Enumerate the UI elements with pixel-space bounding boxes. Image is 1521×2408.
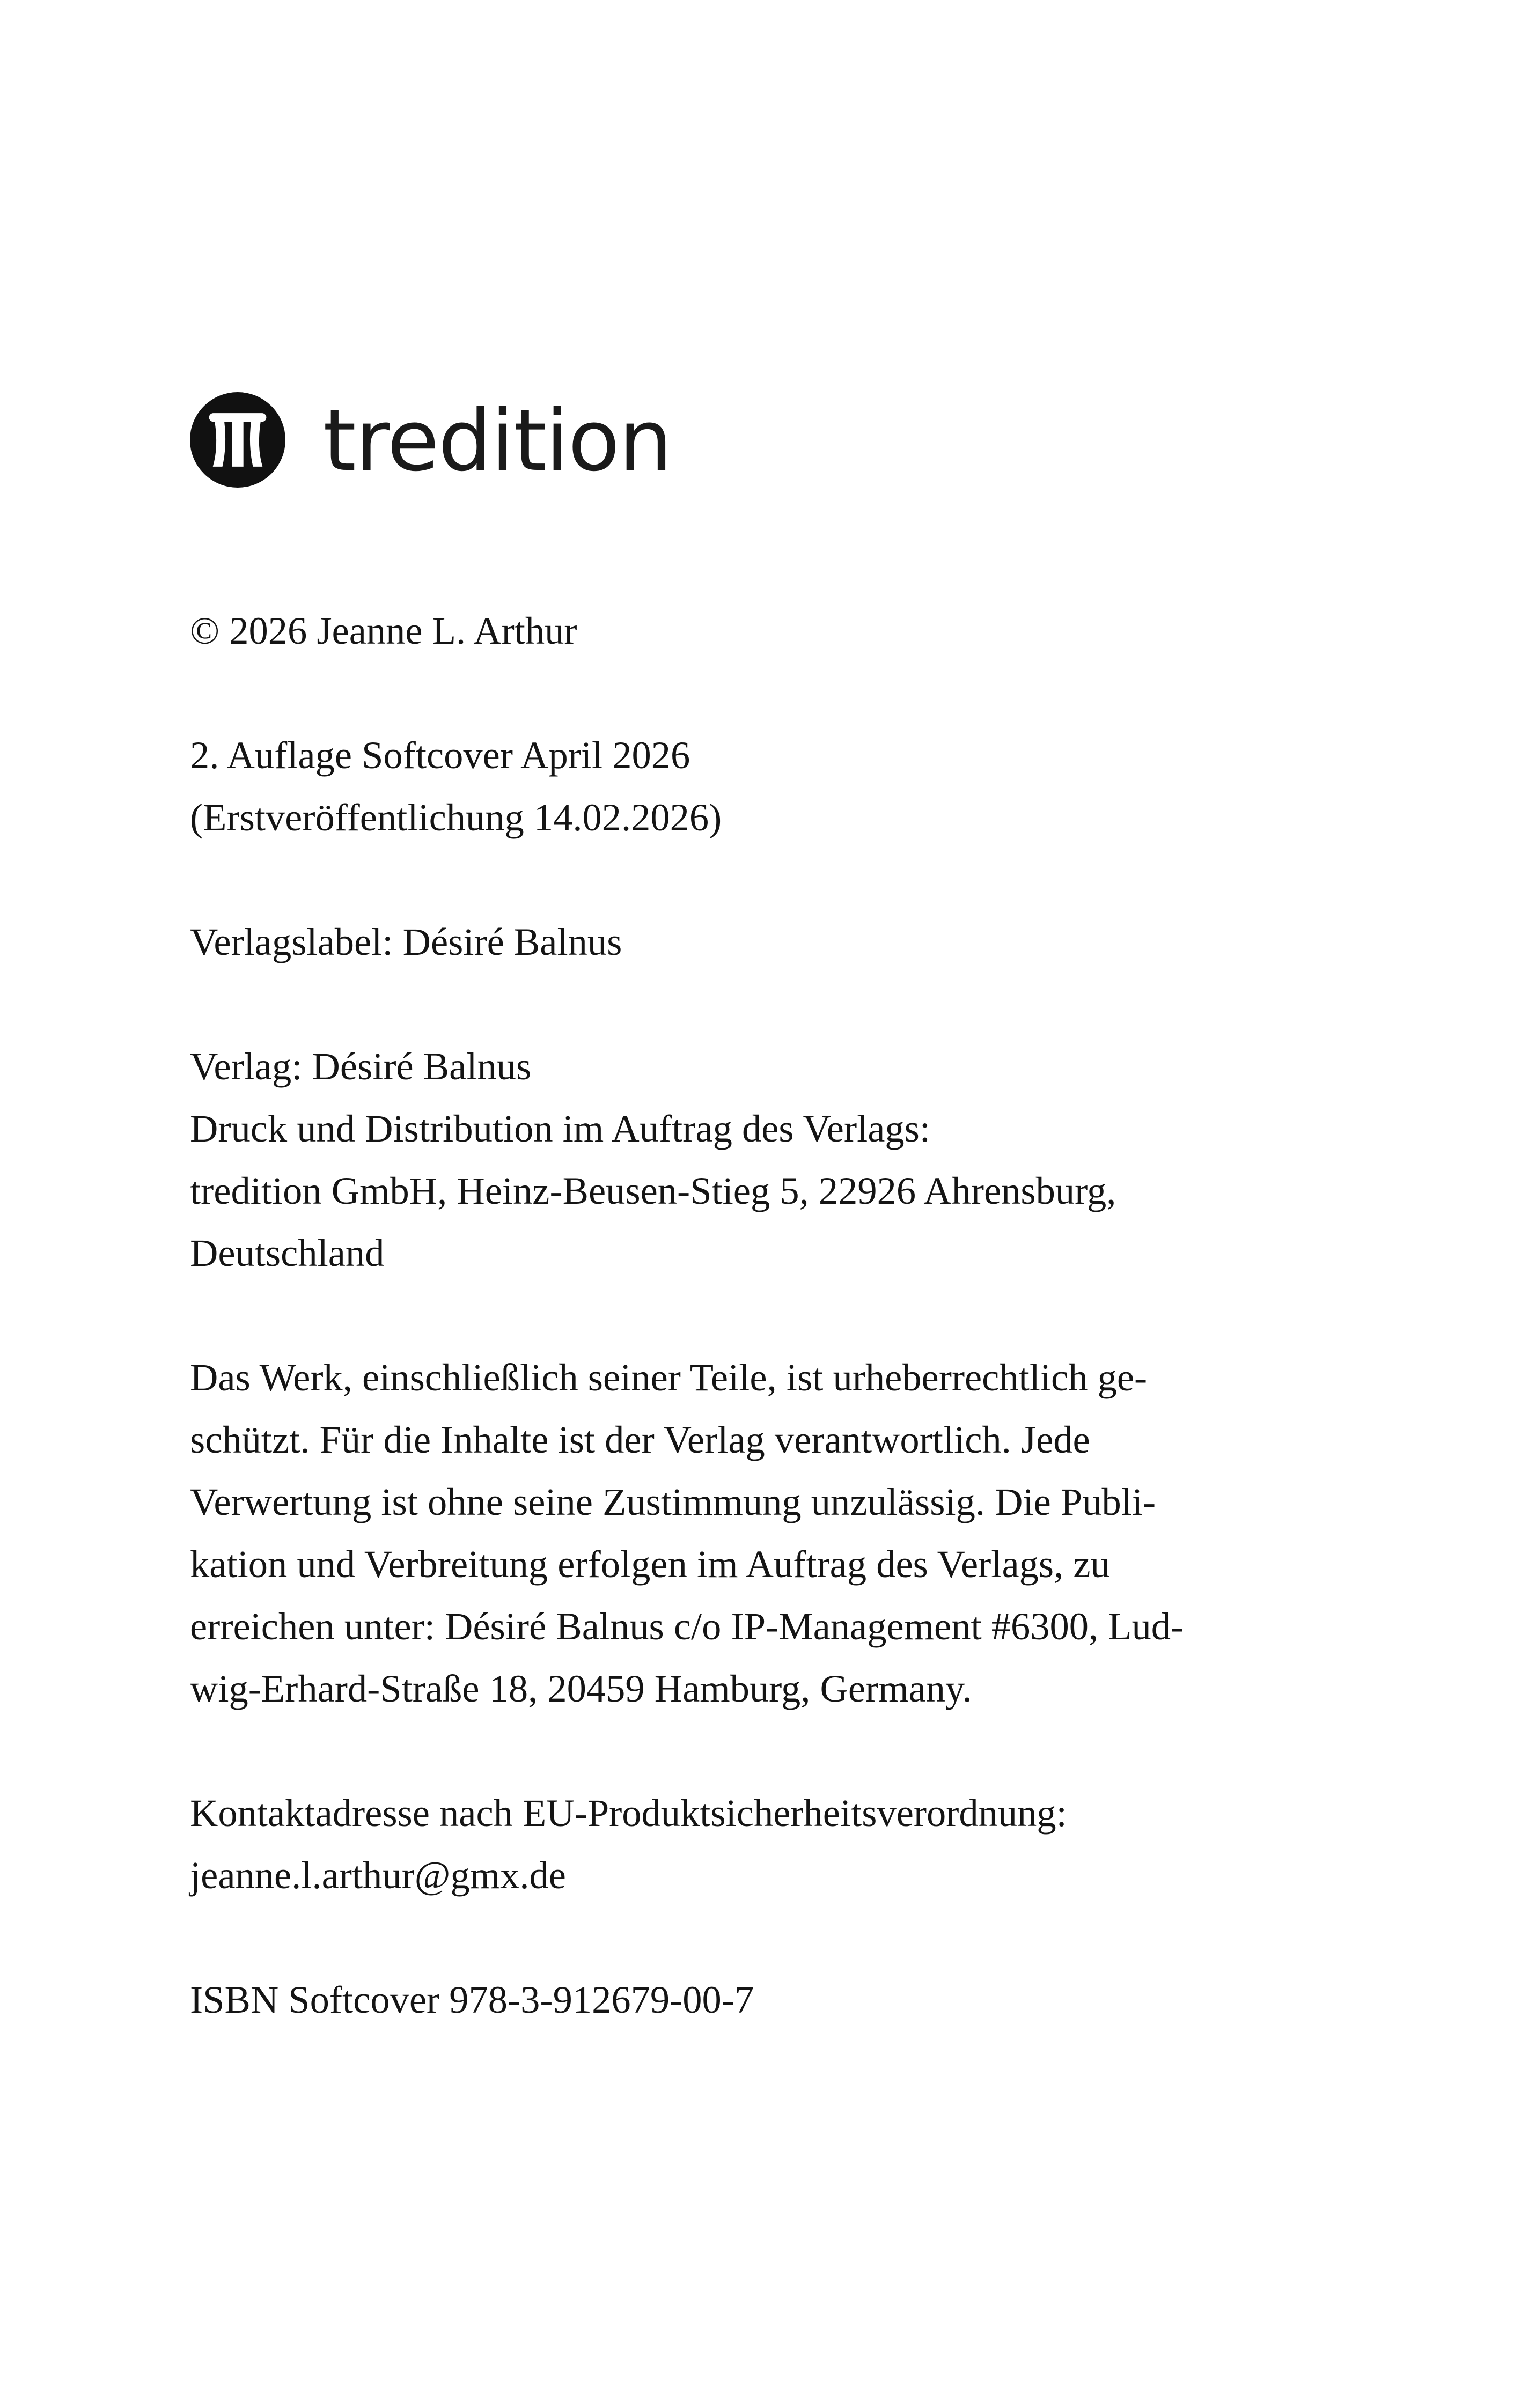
distribution-line: Druck und Distribution im Auftrag des Verlags: — [190, 1107, 931, 1150]
tredition-logo-icon — [190, 392, 285, 488]
legal-line: Das Werk, einschließlich seiner Teile, ist urheberrechtlich ge- — [190, 1356, 1148, 1399]
edition-line: 2. Auflage Softcover April 2026 — [190, 733, 690, 777]
contact-block — [190, 1782, 1343, 1906]
isbn: ISBN Softcover 978-3-912679-00-7 — [190, 1978, 754, 2021]
legal-line: kation und Verbreitung erfolgen im Auftrag des Verlags, zu — [190, 1542, 1110, 1586]
legal-line: schützt. Für die Inhalte ist der Verlag verantwortlich. Jede — [190, 1418, 1090, 1461]
contact-email: jeanne.l.arthur@gmx.de — [190, 1853, 566, 1897]
legal-line: erreichen unter: Désiré Balnus c/o IP-Management #6300, Lud- — [190, 1604, 1184, 1648]
first-publication-line: (Erstveröffentlichung 14.02.2026) — [190, 796, 722, 839]
copyright-notice: © 2026 Jeanne L. Arthur — [190, 609, 577, 652]
imprint-text — [190, 600, 1343, 2093]
publisher-logo — [190, 392, 672, 488]
edition-block — [190, 724, 1343, 849]
legal-block — [190, 1346, 1343, 1720]
legal-line: wig-Erhard-Straße 18, 20459 Hamburg, Germany. — [190, 1667, 972, 1710]
distributor-country-line: Deutschland — [190, 1231, 385, 1275]
contact-heading: Kontaktadresse nach EU-Produktsicherheitsverordnung: — [190, 1791, 1067, 1835]
isbn-block — [190, 1969, 1343, 2031]
publisher-line: Verlag: Désiré Balnus — [190, 1044, 532, 1088]
legal-line: Verwertung ist ohne seine Zustimmung unzulässig. Die Publi- — [190, 1480, 1156, 1523]
copyright-block — [190, 600, 1343, 662]
distributor-address-line: tredition GmbH, Heinz-Beusen-Stieg 5, 22926 Ahrensburg, — [190, 1169, 1116, 1212]
tredition-wordmark: tredition — [323, 392, 672, 490]
publisher-label: Verlagslabel: Désiré Balnus — [190, 920, 622, 963]
publisher-block — [190, 1035, 1343, 1284]
label-block — [190, 911, 1343, 973]
